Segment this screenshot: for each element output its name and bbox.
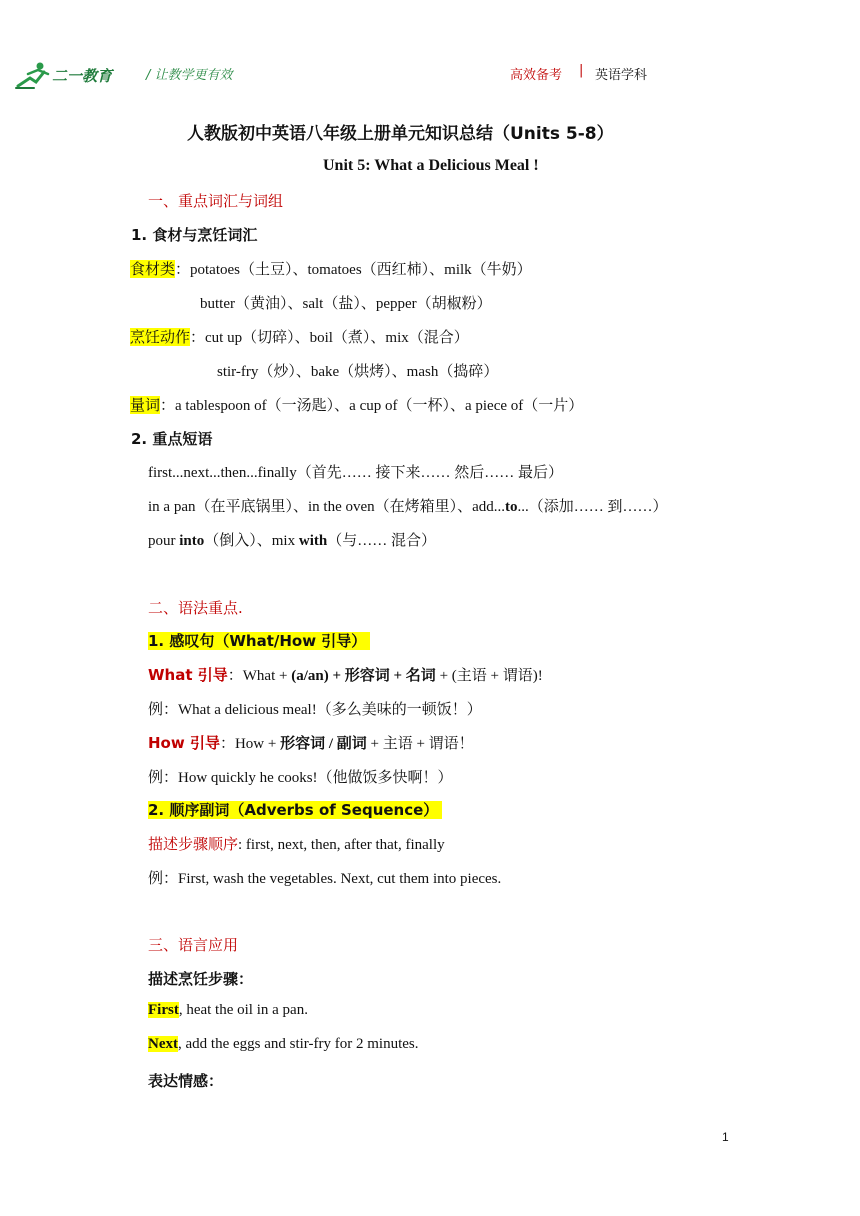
section3-sub2-text: 表达情感： bbox=[148, 1072, 224, 1090]
how-label: How 引导 bbox=[148, 734, 220, 752]
cook-line1 bbox=[130, 326, 469, 347]
section2-sub2 bbox=[148, 799, 442, 820]
step2-word: Next bbox=[148, 1036, 178, 1052]
how-c: + 主语 + 谓语！ bbox=[366, 736, 474, 752]
section1-sub2-text: 2. 重点短语 bbox=[131, 430, 213, 448]
example1: 例：What a delicious meal!（多么美味的一顿饭！） bbox=[148, 702, 482, 718]
measure-line-text: ：a tablespoon of（一汤匙）、a cup of（一杯）、a piece of（一片） bbox=[160, 398, 584, 414]
section3-sub1-text: 描述烹饪步骤： bbox=[148, 970, 254, 988]
phrase3 bbox=[148, 529, 436, 550]
phrase3-a: pour bbox=[148, 533, 180, 549]
section1-sub1 bbox=[131, 224, 257, 245]
phrase2-b: to bbox=[505, 499, 518, 515]
section3-sub2 bbox=[148, 1070, 223, 1091]
header-subject: 英语学科 bbox=[595, 68, 648, 83]
section1-heading: 一、重点词汇与词组 bbox=[148, 192, 284, 210]
food-label: 食材类 bbox=[130, 260, 176, 278]
section2-sub1-text: 1. 感叹句（What/How 引导） bbox=[148, 632, 370, 650]
step1-line bbox=[148, 1002, 308, 1019]
phrase3-d: with bbox=[298, 533, 328, 549]
what-label: What 引导 bbox=[148, 666, 228, 684]
cook-line2: stir-fry（炒）、bake（烘烤）、mash（捣碎） bbox=[217, 364, 499, 380]
food-line2: butter（黄油）、salt（盐）、pepper（胡椒粉） bbox=[200, 296, 492, 312]
example3: 例：First, wash the vegetables. Next, cut them into pieces. bbox=[148, 871, 502, 887]
step1-rest: , heat the oil in a pan. bbox=[178, 1002, 308, 1018]
running-man-logo-icon bbox=[14, 60, 54, 90]
phrase3-e: （与…… 混合） bbox=[327, 533, 436, 549]
slogan: / 让教学更有效 bbox=[146, 68, 233, 83]
section1-sub1-text: 1. 食材与烹饪词汇 bbox=[131, 226, 258, 244]
what-b: (a/an) + 形容词 + 名词 bbox=[291, 668, 436, 684]
how-line bbox=[148, 732, 474, 753]
section3-heading: 三、语言应用 bbox=[148, 936, 239, 954]
what-a: ：What + bbox=[227, 668, 292, 684]
measure-line bbox=[130, 394, 583, 415]
food-line1-text: ：potatoes（土豆）、tomatoes（西红柿）、milk（牛奶） bbox=[175, 262, 532, 278]
sequence-label: 描述步骤顺序 bbox=[148, 835, 239, 853]
header-separator: | bbox=[579, 63, 584, 78]
phrase2-a: in a pan（在平底锅里）、in the oven（在烤箱里）、add... bbox=[148, 499, 506, 515]
section2-sub1 bbox=[148, 630, 370, 651]
page-number: 1 bbox=[722, 1130, 729, 1144]
phrase1: first...next...then...finally（首先…… 接下来…… 然后…… 最后） bbox=[148, 465, 563, 481]
phrase3-b: into bbox=[179, 533, 205, 549]
phrase2 bbox=[148, 495, 668, 516]
cook-line1-text: ：cut up（切碎）、boil（煮）、mix（混合） bbox=[190, 330, 469, 346]
unit-title: Unit 5: What a Delicious Meal ! bbox=[323, 157, 539, 174]
section1-sub2 bbox=[131, 428, 212, 449]
phrase3-c: （倒入）、mix bbox=[204, 533, 299, 549]
food-line1 bbox=[130, 258, 532, 279]
cook-label: 烹饪动作 bbox=[130, 328, 191, 346]
sequence-line bbox=[148, 833, 445, 854]
measure-label: 量词 bbox=[130, 396, 161, 414]
what-line bbox=[148, 664, 543, 685]
phrase2-c: ...（添加…… 到……） bbox=[517, 499, 668, 515]
how-a: ：How + bbox=[219, 736, 281, 752]
step2-rest: , add the eggs and stir-fry for 2 minutes. bbox=[178, 1036, 419, 1052]
how-b: 形容词 / 副词 bbox=[280, 736, 367, 752]
sequence-text: : first, next, then, after that, finally bbox=[238, 837, 445, 853]
section3-sub1 bbox=[148, 968, 253, 989]
step1-word: First bbox=[148, 1002, 179, 1018]
logo-text: 二一教育 bbox=[52, 67, 113, 85]
step2-line bbox=[148, 1036, 418, 1053]
section2-sub2-text: 2. 顺序副词（Adverbs of Sequence） bbox=[148, 801, 442, 819]
page-title: 人教版初中英语八年级上册单元知识总结（Units 5-8） bbox=[187, 124, 614, 144]
section2-heading: 二、语法重点. bbox=[148, 599, 243, 617]
what-c: + (主语 + 谓语)! bbox=[435, 668, 543, 684]
example2: 例：How quickly he cooks!（他做饭多快啊！） bbox=[148, 770, 453, 786]
header-right-red: 高效备考 bbox=[510, 68, 563, 83]
